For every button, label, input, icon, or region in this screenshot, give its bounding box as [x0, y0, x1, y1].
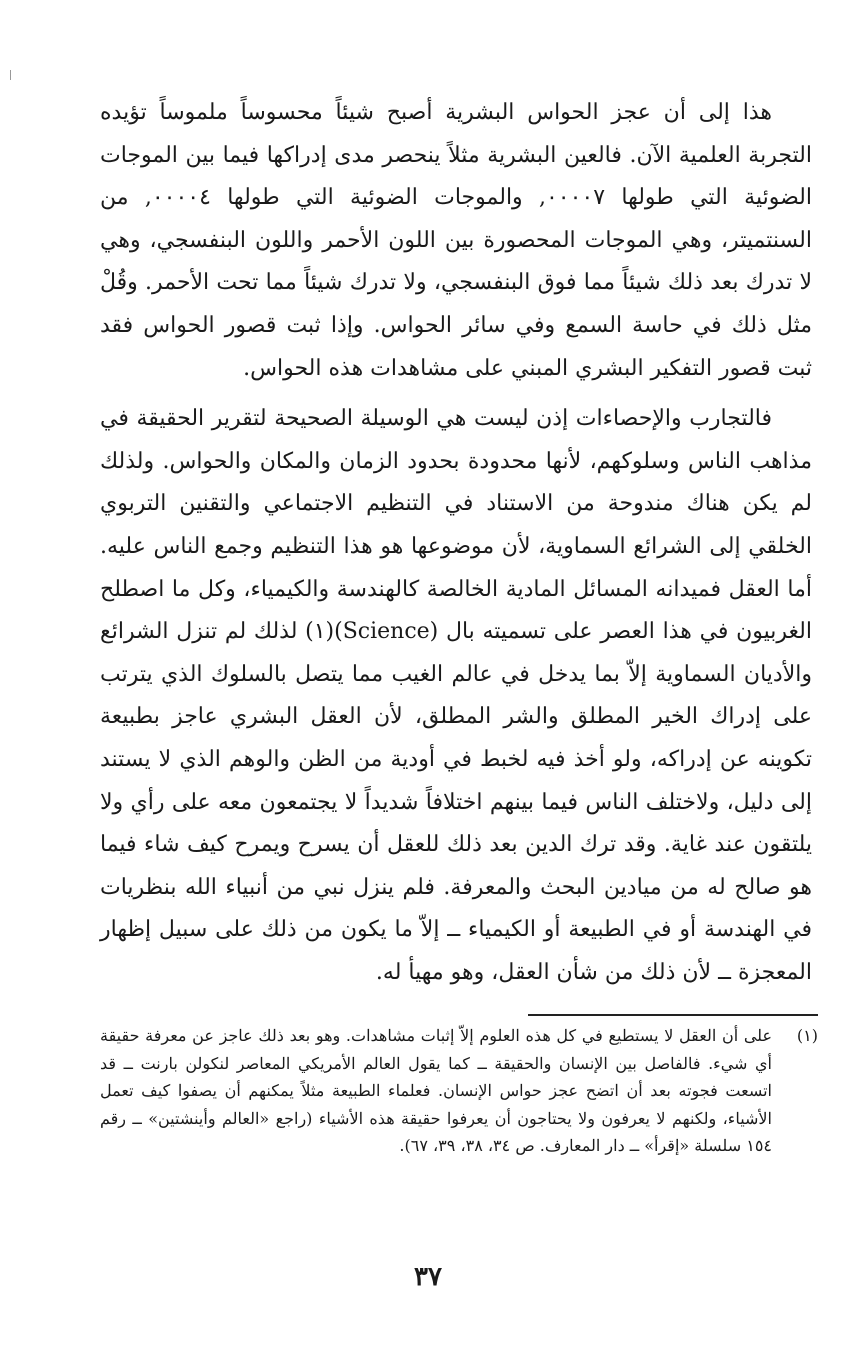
footnote-text: على أن العقل لا يستطيع في كل هذه العلوم إلاّ إثبات مشاهدات. وهو بعد ذلك عاجز عن معرفة حقيقة أي شيء. فالفاصل بين الإنسان والحقيقة ــ كما يقول العالم الأمريكي المعاصر لنكولن بارنت ــ قد اتسعت فجوته بعد أن اتضح عجز حواس الإنسان. فعلماء الطبيعة مثلاً يمكنهم أن يصفوا كيف تعمل الأشياء، ولكنهم لا يعرفون ولا يحتاجون أن يعرفوا حقيقة هذه الأشياء (راجع «العالم وأينشتين» ــ رقم ١٥٤ سلسلة «إقرأ» ــ دار المعارف. ص ٣٤، ٣٨، ٣٩، ٦٧). — [100, 1026, 773, 1156]
page-number: ٣٧ — [414, 1262, 442, 1292]
paragraph-1: هذا إلى أن عجز الحواس البشرية أصبح شيئاً محسوساً ملموساً تؤيده التجربة العلمية الآن. فالعين البشرية مثلاً ينحصر مدى إدراكها فيما بين الموجات الضوئية التي طولها ٠٠٠٠٧, والموجات الضوئية التي طولها ٠٠٠٠٤, من السنتميتر، وهي الموجات المحصورة بين اللون الأحمر واللون البنفسجي، وهي لا تدرك بعد ذلك شيئاً مما فوق البنفسجي، ولا تدرك شيئاً مما تحت الأحمر. وقُلْ مثل ذلك في حاسة السمع وفي سائر الحواس. وإذا ثبت قصور الحواس فقد ثبت قصور التفكير البشري المبني على مشاهدات هذه الحواس. — [100, 100, 812, 381]
footnote-divider — [528, 1014, 818, 1016]
margin-mark — [10, 70, 17, 80]
body-text — [100, 92, 812, 994]
footnote-marker: (١) — [796, 1026, 818, 1045]
paragraph-2: فالتجارب والإحصاءات إذن ليست هي الوسيلة الصحيحة لتقرير الحقيقة في مذاهب الناس وسلوكهم، لأنها محدودة بحدود الزمان والمكان والحواس. ولذلك لم يكن هناك مندوحة من الاستناد في التنظيم الاجتماعي والتقنين التربوي الخلقي إلى الشرائع السماوية، لأن موضوعها هو هذا التنظيم وجمع الناس عليه. أما العقل فميدانه المسائل المادية الخالصة كالهندسة والكيمياء، وكل ما اصطلح الغربيون في هذا العصر على تسميته بال (Science)(١) لذلك لم تنزل الشرائع والأديان السماوية إلاّ بما يدخل في عالم الغيب مما يتصل بالسلوك الذي يترتب على إدراك الخير المطلق والشر المطلق، لأن العقل البشري عاجز بطبيعة تكوينه عن إدراكه، ولو أخذ فيه لخبط في أودية من الظن والوهم الذي لا يستند إلى دليل، ولاختلف الناس فيما بينهم اختلافاً شديداً لا يجتمعون معه على رأي ولا يلتقون عند غاية. وقد ترك الدين بعد ذلك للعقل أن يسرح ويمرح كيف شاء فيما هو صالح له من ميادين البحث والمعرفة. فلم ينزل نبي من أنبياء الله بنظريات في الهندسة أو في الطبيعة أو الكيمياء ــ إلاّ ما يكون من ذلك على سبيل إظهار المعجزة ــ لأن ذلك من شأن العقل، وهو مهيأ له. — [100, 406, 812, 985]
footnote — [100, 1022, 818, 1160]
